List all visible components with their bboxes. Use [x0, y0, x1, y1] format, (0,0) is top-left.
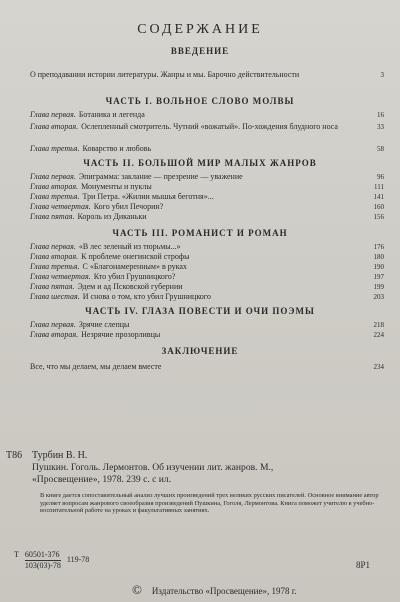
entry-page: 111 — [374, 183, 384, 191]
entry-label: Глава первая. — [30, 110, 76, 119]
entry-text: Король из Диканьки — [77, 212, 147, 221]
entry-text: С «Благонамеренным» в руках — [82, 262, 187, 271]
entry-text: Незрячие прозорливцы — [81, 330, 161, 339]
entry-text: Ботаника и легенда — [78, 110, 145, 119]
publisher-text: Издательство «Просвещение», 1978 г. — [151, 586, 297, 596]
part2-entry-4 — [30, 202, 384, 212]
entry-text: «В лес зеленый из тюрьмы...» — [78, 242, 181, 251]
part3-entry-1 — [30, 242, 384, 252]
entry-label: Глава вторая. — [30, 330, 79, 339]
part2-heading: ЧАСТЬ II. БОЛЬШОЙ МИР МАЛЫХ ЖАНРОВ — [83, 158, 317, 168]
entry-label: Глава четвертая. — [30, 272, 91, 281]
toc-title: СОДЕРЖАНИЕ — [137, 22, 263, 37]
copyright-icon: © — [132, 582, 142, 597]
part1-heading: ЧАСТЬ I. ВОЛЬНОЕ СЛОВО МОЛВЫ — [105, 96, 295, 106]
classif-code: 119-78 — [66, 555, 90, 564]
entry-label: Глава третья. — [30, 192, 80, 201]
author-name: Турбин В. Н. — [32, 450, 88, 461]
part2-entry-3 — [30, 192, 384, 202]
entry-text: Три Петра. «Жилии мышья беготня»... — [82, 192, 214, 201]
entry-page: 180 — [373, 253, 384, 261]
entry-page: 141 — [373, 193, 384, 201]
entry-label: Глава четвертая. — [30, 202, 91, 211]
entry-label: Глава третья. — [30, 144, 80, 153]
conclusion-heading: ЗАКЛЮЧЕНИЕ — [161, 346, 239, 356]
entry-text: Монументы и пуклы — [81, 182, 152, 191]
entry-text: Ослепленный смотритель. Чутний «вожатый». По-хождения блудного носа — [81, 122, 338, 131]
part2-entry-2 — [30, 182, 384, 192]
entry-label: Глава вторая. — [30, 122, 79, 131]
entry-page: 58 — [377, 145, 384, 153]
entry-page: 203 — [373, 293, 384, 301]
classif-numerator: 60501-376 — [24, 550, 60, 559]
entry-text: И снова о том, кто убил Грушницкого — [82, 292, 211, 301]
conclusion-entry-text: Все, что мы делаем, мы делаем вместе — [30, 362, 162, 371]
entry-page: 176 — [373, 243, 384, 251]
entry-text: Эдем и ад Псковской губернии — [77, 282, 183, 291]
entry-page: 156 — [373, 213, 384, 221]
entry-label: Глава шестая. — [30, 292, 80, 301]
entry-text: К проблеме онегинской строфы — [81, 252, 190, 261]
entry-label: Глава пятая. — [30, 282, 75, 291]
entry-page: 218 — [373, 321, 384, 329]
entry-label: Глава вторая. — [30, 182, 79, 191]
entry-label: Глава вторая. — [30, 252, 79, 261]
bbk-code: 8Р1 — [355, 560, 370, 570]
intro-entry — [30, 70, 384, 80]
part3-entry-3 — [30, 262, 384, 272]
catalog-code: Т86 — [6, 450, 23, 461]
part3-entry-2 — [30, 252, 384, 262]
classif-fraction — [25, 550, 61, 571]
entry-page: 96 — [377, 173, 384, 181]
bib-line-1: Пушкин. Гоголь. Лермонтов. Об изучении лит. жанров. М., — [32, 462, 274, 473]
entry-label: Глава первая. — [30, 242, 76, 251]
entry-page: 33 — [377, 123, 384, 131]
entry-page: 190 — [373, 263, 384, 271]
conclusion-entry-page: 234 — [373, 363, 384, 371]
entry-label: Глава первая. — [30, 172, 76, 181]
part3-entry-6 — [30, 292, 384, 302]
entry-text: Зрячие слепцы — [78, 320, 130, 329]
intro-entry-text: О преподавании истории литературы. Жанры и мы. Барочно действительности — [30, 70, 300, 79]
part3-entry-4 — [30, 272, 384, 282]
entry-text: Эпиграмма: заклание — презрение — уважение — [78, 172, 243, 181]
part1-entry-2 — [30, 122, 384, 132]
part4-entry-2 — [30, 330, 384, 340]
intro-entry-page: 3 — [380, 71, 384, 79]
part1-entry-3 — [30, 144, 384, 154]
annotation: В книге дается сопоставительный анализ лучших произведений трех великих русских писателей. Основное внимание автор уделяет вопросам жанрового своеобразия произведений Пушкина, Гоголя, Лермонтова. Книга поможет учителю в учебно-воспитательной работе на уроках и факультативных занятиях. — [40, 492, 379, 515]
part1-entry-1 — [30, 110, 384, 120]
entry-page: 160 — [373, 203, 384, 211]
conclusion-entry — [30, 362, 384, 372]
part2-entry-5 — [30, 212, 384, 222]
entry-page: 199 — [373, 283, 384, 291]
intro-heading: ВВЕДЕНИЕ — [170, 46, 230, 56]
copyright-line — [132, 582, 297, 598]
entry-text: Коварство и любовь — [82, 144, 152, 153]
classif-letter: Т — [14, 550, 19, 559]
entry-label: Глава третья. — [30, 262, 80, 271]
bib-line-2: «Просвещение», 1978. 239 с. с ил. — [32, 474, 172, 485]
part4-heading: ЧАСТЬ IV. ГЛАЗА ПОВЕСТИ И ОЧИ ПОЭМЫ — [85, 306, 315, 316]
entry-text: Кто убил Грушницкого? — [93, 272, 176, 281]
entry-page: 16 — [377, 111, 384, 119]
part3-heading: ЧАСТЬ III. РОМАНИСТ И РОМАН — [112, 228, 288, 238]
classif-denominator: 103(03)-78 — [24, 561, 61, 570]
bibliographic-description — [32, 462, 390, 486]
classification-index — [14, 550, 89, 571]
part2-entry-1 — [30, 172, 384, 182]
part3-entry-5 — [30, 282, 384, 292]
part4-entry-1 — [30, 320, 384, 330]
entry-label: Глава первая. — [30, 320, 76, 329]
entry-label: Глава пятая. — [30, 212, 75, 221]
entry-text: Кого убил Печорин? — [93, 202, 164, 211]
entry-page: 224 — [373, 331, 384, 339]
entry-page: 197 — [373, 273, 384, 281]
